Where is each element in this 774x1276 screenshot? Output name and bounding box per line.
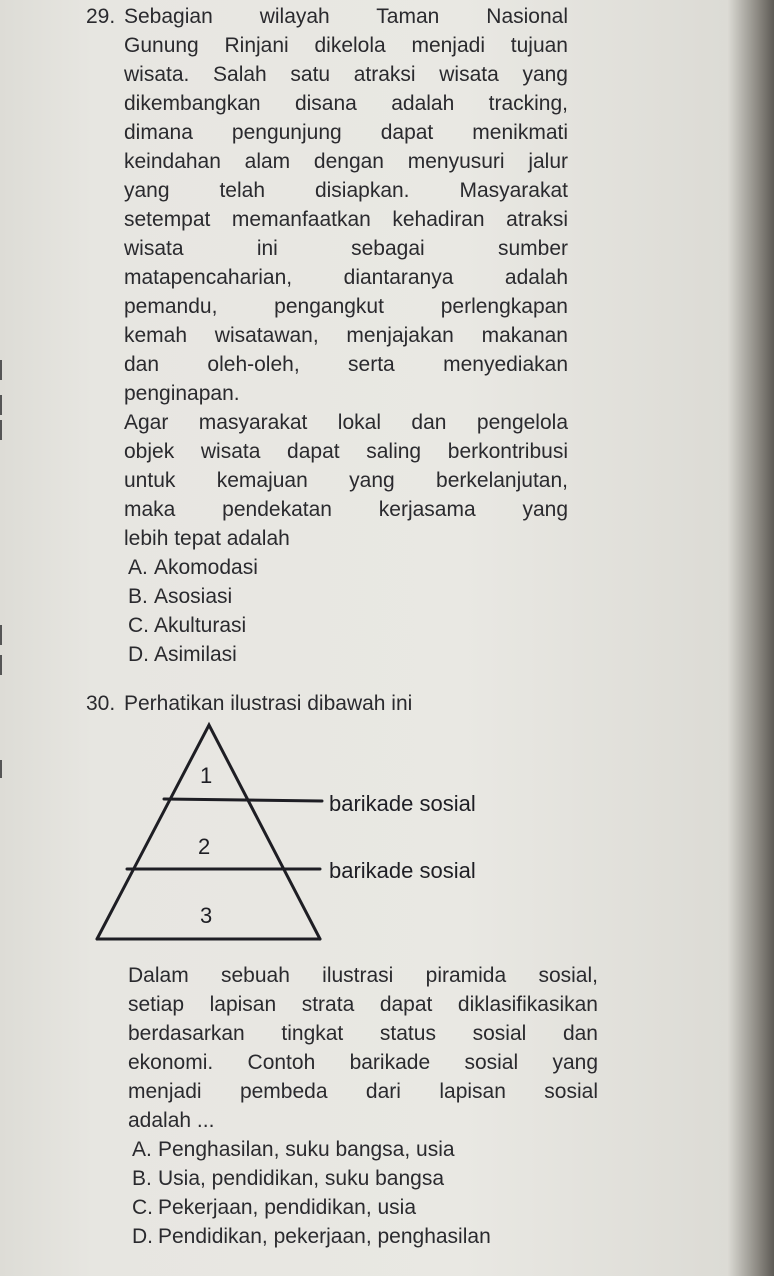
text-line: pemandu, pengangkut perlengkapan: [124, 295, 568, 318]
pyramid-layer-3: 3: [200, 903, 213, 928]
text-line: setempat memanfaatkan kehadiran atraksi: [124, 208, 568, 231]
edge-mark: [0, 655, 2, 675]
edge-mark: [0, 625, 2, 645]
text-line: matapencaharian, diantaranya adalah: [124, 266, 568, 289]
question-number: 29.: [86, 5, 116, 28]
edge-mark: [0, 360, 2, 380]
text-line: kemah wisatawan, menjajakan makanan: [124, 324, 568, 347]
option-b[interactable]: [128, 583, 232, 611]
option-c[interactable]: [128, 612, 246, 640]
option-text: Penghasilan, suku bangsa, usia: [158, 1138, 455, 1161]
option-label: B.: [128, 585, 148, 608]
text-line: yang telah disiapkan. Masyarakat: [124, 179, 568, 202]
barrier-label-1: barikade sosial: [329, 791, 476, 816]
option-b[interactable]: [132, 1165, 444, 1193]
text-line: dikembangkan disana adalah tracking,: [124, 92, 568, 115]
text-line: untuk kemajuan yang berkelanjutan,: [124, 469, 568, 492]
edge-mark: [0, 420, 2, 440]
pyramid-layer-2: 2: [198, 834, 211, 859]
option-a[interactable]: [132, 1136, 455, 1164]
option-d[interactable]: [132, 1223, 491, 1251]
option-label: D.: [128, 643, 149, 666]
option-text: Pekerjaan, pendidikan, usia: [158, 1196, 417, 1219]
text-line: objek wisata dapat saling berkontribusi: [124, 440, 568, 463]
text-line: Dalam sebuah ilustrasi piramida sosial,: [128, 964, 598, 987]
social-pyramid-diagram: [0, 715, 774, 975]
text-line: setiap lapisan strata dapat diklasifikasikan: [128, 993, 598, 1016]
option-a[interactable]: [128, 554, 258, 582]
question-intro: Perhatikan ilustrasi dibawah ini: [124, 692, 413, 715]
text-line: menjadi pembeda dari lapisan sosial: [128, 1080, 598, 1103]
option-text: Akomodasi: [154, 556, 258, 579]
text-line: wisata. Salah satu atraksi wisata yang: [124, 63, 568, 86]
option-label: D.: [132, 1225, 153, 1248]
barrier-line-1: [164, 799, 322, 801]
text-line: Sebagian wilayah Taman Nasional: [124, 5, 568, 28]
text-line: Gunung Rinjani dikelola menjadi tujuan: [124, 34, 568, 57]
text-line: penginapan.: [124, 382, 240, 405]
option-d[interactable]: [128, 641, 237, 669]
barrier-label-2: barikade sosial: [329, 858, 476, 883]
text-line: ekonomi. Contoh barikade sosial yang: [128, 1051, 598, 1074]
text-line: adalah ...: [128, 1109, 215, 1132]
option-text: Usia, pendidikan, suku bangsa: [158, 1167, 445, 1190]
text-line: dan oleh-oleh, serta menyediakan: [124, 353, 568, 376]
pyramid-layer-1: 1: [200, 763, 213, 788]
option-label: A.: [128, 556, 148, 579]
text-line: lebih tepat adalah: [124, 527, 290, 550]
text-line: dimana pengunjung dapat menikmati: [124, 121, 568, 144]
edge-mark: [0, 395, 2, 415]
option-label: C.: [132, 1196, 153, 1219]
option-label: C.: [128, 614, 149, 637]
text-line: berdasarkan tingkat status sosial dan: [128, 1022, 598, 1045]
option-c[interactable]: [132, 1194, 416, 1222]
option-text: Pendidikan, pekerjaan, penghasilan: [158, 1225, 491, 1248]
text-line: maka pendekatan kerjasama yang: [124, 498, 568, 521]
option-text: Asosiasi: [154, 585, 233, 608]
option-text: Akulturasi: [154, 614, 247, 637]
option-text: Asimilasi: [154, 643, 237, 666]
text-line: keindahan alam dengan menyusuri jalur: [124, 150, 568, 173]
question-number: 30.: [86, 692, 116, 715]
text-line: Agar masyarakat lokal dan pengelola: [124, 411, 568, 434]
option-label: A.: [132, 1138, 152, 1161]
option-label: B.: [132, 1167, 152, 1190]
text-line: wisata ini sebagai sumber: [124, 237, 568, 260]
